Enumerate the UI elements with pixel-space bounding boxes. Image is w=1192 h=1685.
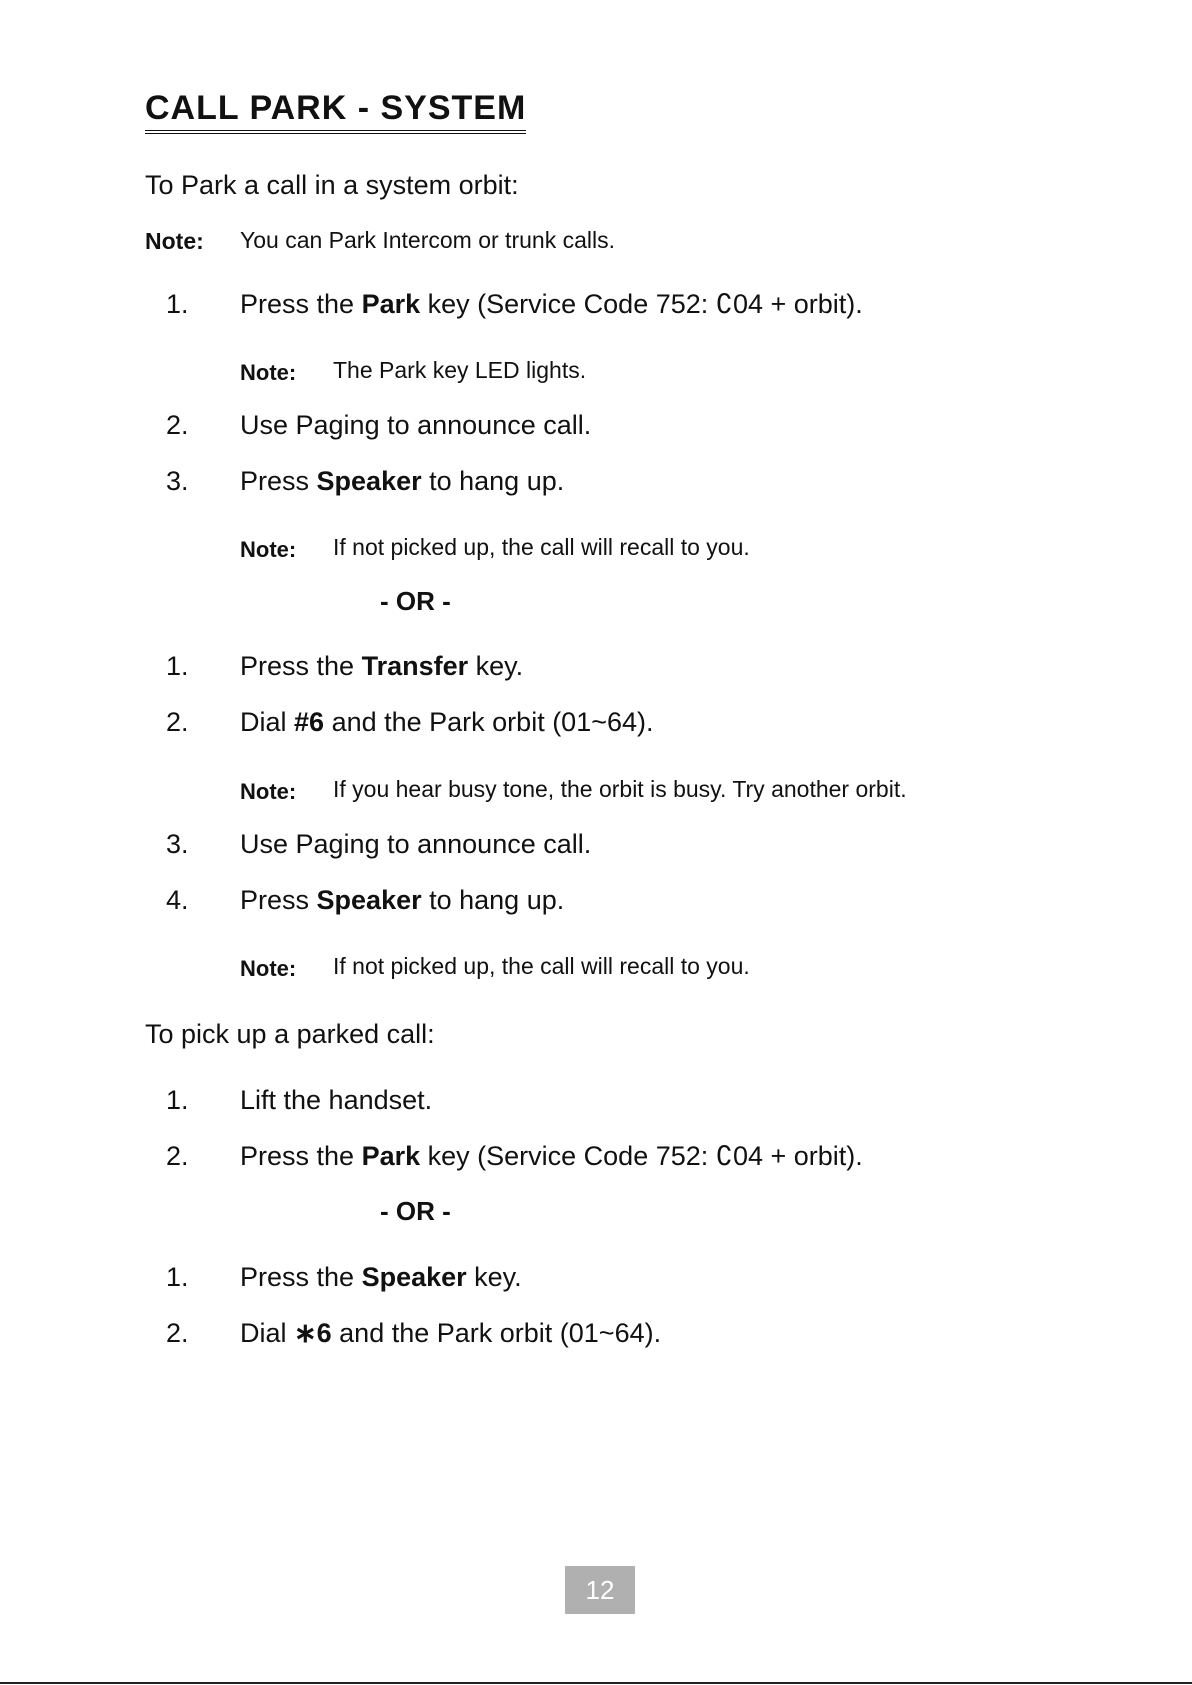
note-text: If not picked up, the call will recall to you. xyxy=(333,534,750,560)
or-divider: - OR - xyxy=(380,586,451,616)
note-text: The Park key LED lights. xyxy=(333,357,587,383)
step-number: 2. xyxy=(166,410,189,440)
step-text: Use Paging to announce call. xyxy=(240,410,592,440)
or-divider: - OR - xyxy=(380,1196,451,1226)
note-label: Note: xyxy=(240,360,297,385)
step-text: Press Speaker to hang up. xyxy=(240,885,565,915)
step-number: 1. xyxy=(166,651,189,681)
step-text: Press Speaker to hang up. xyxy=(240,466,565,496)
step-number: 2. xyxy=(166,1318,189,1348)
step-number: 1. xyxy=(166,1085,189,1115)
page-number: 12 xyxy=(565,1566,635,1614)
step-text: Use Paging to announce call. xyxy=(240,829,592,859)
step-number: 1. xyxy=(166,1262,189,1292)
note-label: Note: xyxy=(240,779,297,804)
step-text: Press the Transfer key. xyxy=(240,651,524,681)
intro-park: To Park a call in a system orbit: xyxy=(145,170,519,200)
step-number: 3. xyxy=(166,829,189,859)
note-label: Note: xyxy=(145,228,204,254)
note-text: If you hear busy tone, the orbit is busy. Try another orbit. xyxy=(333,776,907,802)
step-text: Press the Park key (Service Code 752: ∁04 + orbit). xyxy=(240,1141,863,1171)
page-title: CALL PARK - SYSTEM xyxy=(145,89,526,134)
step-text: Lift the handset. xyxy=(240,1085,433,1115)
intro-pickup: To pick up a parked call: xyxy=(145,1019,435,1049)
bottom-rule xyxy=(0,1682,1192,1684)
step-number: 1. xyxy=(166,289,189,319)
note-text: You can Park Intercom or trunk calls. xyxy=(240,227,615,253)
step-number: 2. xyxy=(166,707,189,737)
step-text: Dial ∗6 and the Park orbit (01~64). xyxy=(240,1318,662,1348)
step-number: 4. xyxy=(166,885,189,915)
step-text: Press the Speaker key. xyxy=(240,1262,522,1292)
step-text: Dial #6 and the Park orbit (01~64). xyxy=(240,707,654,737)
step-text: Press the Park key (Service Code 752: ∁04 + orbit). xyxy=(240,289,863,319)
note-text: If not picked up, the call will recall to you. xyxy=(333,953,750,979)
note-label: Note: xyxy=(240,956,297,981)
step-number: 3. xyxy=(166,466,189,496)
note-label: Note: xyxy=(240,537,297,562)
step-number: 2. xyxy=(166,1141,189,1171)
